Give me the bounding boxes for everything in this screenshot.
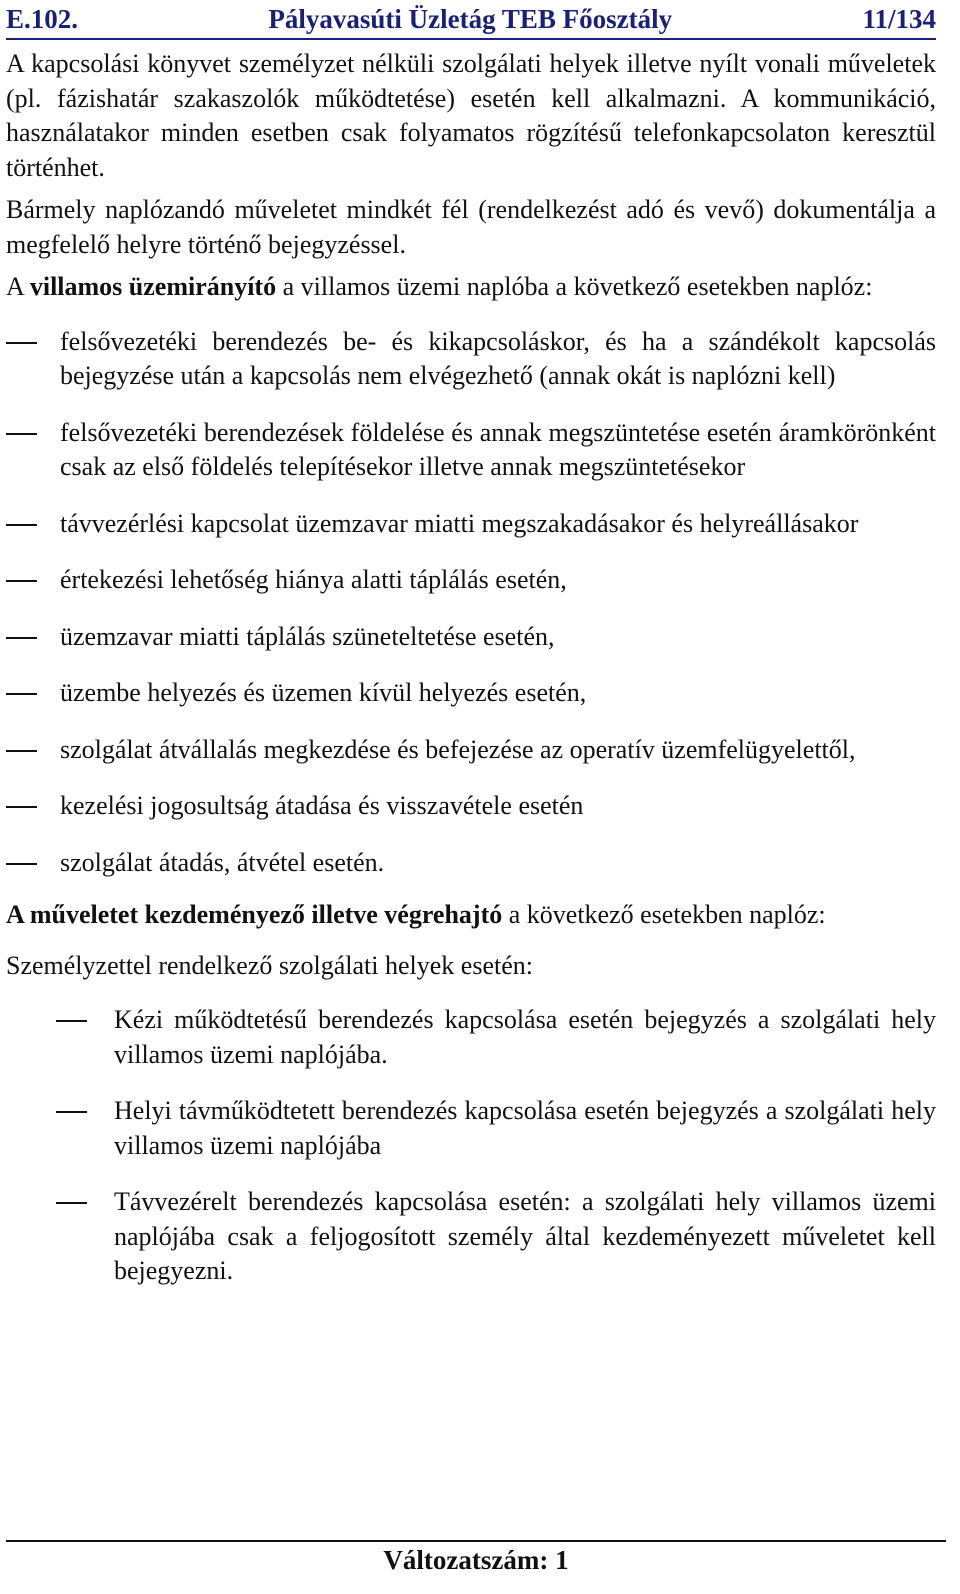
paragraph-logging-both-parties: Bármely naplózandó műveletet mindkét fél (rendelkezést adó és vevő) dokumentálja a megfelelő helyre történő bejegyzéssel.	[6, 195, 936, 259]
list-item-text: felsővezetéki berendezések földelése és annak megszüntetése esetén áramkörönként csak az első földelés telepítésekor illetve annak megszüntetésekor	[60, 417, 936, 481]
dash-bullet-icon	[56, 1202, 87, 1204]
dash-bullet-icon	[6, 524, 37, 526]
list-item	[6, 507, 936, 542]
list-item-text: Távvezérelt berendezés kapcsolása esetén: a szolgálati hely villamos üzemi naplójába csak a feljogosított személy által kezdeményezett műveletet kell bejegyezni.	[114, 1187, 936, 1285]
text-segment: A	[6, 272, 30, 301]
bold-term-initiator: A műveletet kezdeményező illetve végrehajtó	[6, 900, 503, 929]
text-segment: a villamos üzemi naplóba a következő esetekben naplóz:	[276, 272, 873, 301]
dash-bullet-icon	[6, 580, 37, 582]
list-item-text: szolgálat átvállalás megkezdése és befejezése az operatív üzemfelügyelettől,	[60, 734, 856, 764]
list-item-text: Kézi működtetésű berendezés kapcsolása esetén bejegyzés a szolgálati hely villamos üzemi naplójába.	[114, 1005, 936, 1069]
page-header	[6, 0, 936, 40]
list-item	[6, 416, 936, 485]
dash-bullet-icon	[6, 342, 37, 344]
dash-bullet-icon	[6, 806, 37, 808]
dash-bullet-icon	[6, 637, 37, 639]
page-footer: Változatszám: 1	[6, 1540, 946, 1577]
list-item-text: távvezérlési kapcsolat üzemzavar miatti megszakadásakor és helyreállásakor	[60, 508, 859, 538]
dash-bullet-icon	[6, 863, 37, 865]
list-item	[6, 789, 936, 824]
dash-bullet-icon	[6, 433, 37, 435]
dispatcher-case-list	[6, 325, 936, 881]
dash-bullet-icon	[6, 693, 37, 695]
bold-term-dispatcher: villamos üzemirányító	[29, 272, 277, 301]
list-item	[6, 676, 936, 711]
header-title: Pályavasúti Üzletág TEB Főosztály	[268, 4, 673, 34]
paragraph-initiator-logs	[6, 898, 936, 933]
list-item	[6, 1003, 936, 1072]
paragraph-switching-book: A kapcsolási könyvet személyzet nélküli szolgálati helyek illetve nyílt vonali műveletek (pl. fázishatár szakaszolók működtetése) esetén kell alkalmazni. A kommunikáció, használatakor minden esetben csak folyamatos rögzítésű telefonkapcsolaton keresztül történhet.	[6, 49, 936, 182]
staffed-location-case-list	[6, 1003, 936, 1289]
list-item	[6, 1094, 936, 1163]
dash-bullet-icon	[6, 750, 37, 752]
page-number: 11/134	[862, 4, 936, 34]
text-segment: a következő esetekben naplóz:	[502, 900, 826, 929]
paragraph-dispatcher-logs	[6, 270, 936, 305]
document-code: E.102.	[6, 4, 79, 34]
list-item	[6, 563, 936, 598]
list-item-text: Helyi távműködtetett berendezés kapcsolása esetén bejegyzés a szolgálati hely villamos üzemi naplójába	[114, 1096, 936, 1160]
list-item	[6, 620, 936, 655]
list-item	[6, 325, 936, 394]
list-item	[6, 733, 936, 768]
list-item-text: üzembe helyezés és üzemen kívül helyezés esetén,	[60, 678, 587, 707]
list-item-text: szolgálat átadás, átvétel esetén.	[60, 847, 385, 877]
dash-bullet-icon	[56, 1020, 87, 1022]
list-item-text: üzemzavar miatti táplálás szüneteltetése esetén,	[60, 621, 555, 651]
list-item-text: értekezési lehetőség hiánya alatti táplálás esetén,	[60, 565, 567, 594]
dash-bullet-icon	[56, 1111, 87, 1113]
list-item-text: felsővezetéki berendezés be- és kikapcsoláskor, és ha a szándékolt kapcsolás bejegyzése után a kapcsolás nem elvégezhető (annak okát is naplózni kell)	[60, 326, 936, 390]
list-item	[6, 1185, 936, 1289]
list-item-text: kezelési jogosultság átadása és visszavétele esetén	[60, 791, 584, 820]
list-item	[6, 846, 936, 881]
document-page	[6, 0, 936, 1575]
paragraph-staffed-locations: Személyzettel rendelkező szolgálati helyek esetén:	[6, 950, 533, 980]
